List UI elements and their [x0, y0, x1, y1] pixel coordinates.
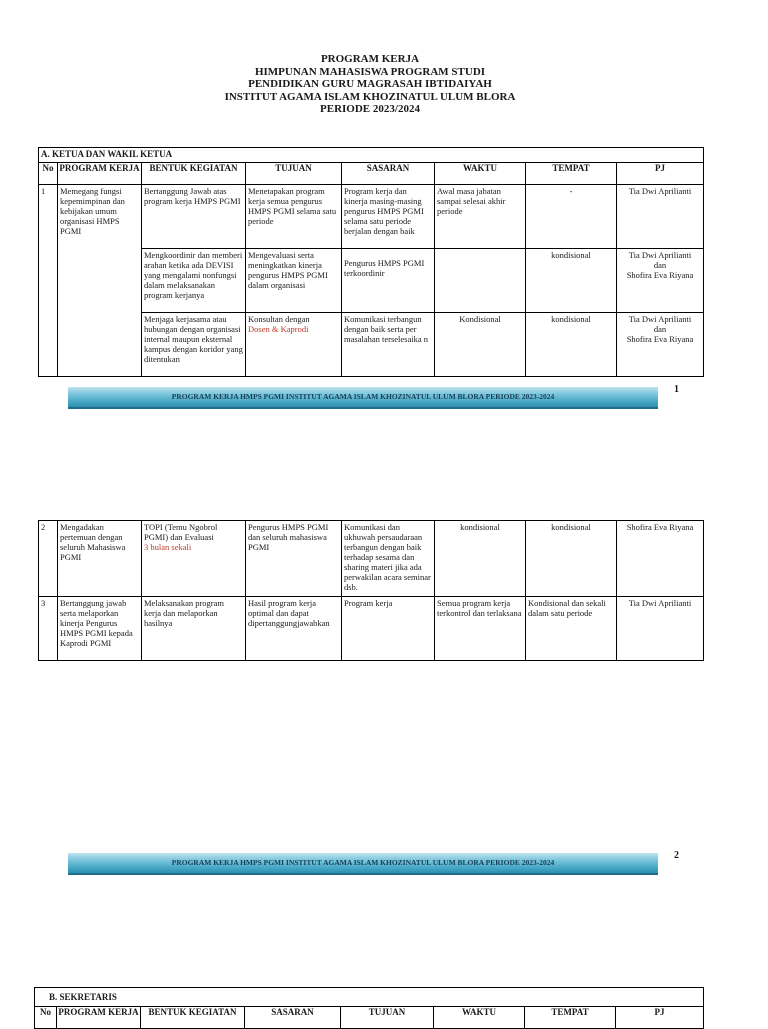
document-title — [0, 53, 740, 116]
waktu-cell: Kondisional — [435, 313, 526, 377]
title-line-2: HIMPUNAN MAHASISWA PROGRAM STUDI — [254, 65, 486, 78]
tempat-cell: kondisional — [526, 313, 617, 377]
bentuk-highlight: 3 bulan sekali — [144, 542, 192, 552]
sasaran-cell: Program kerja dan kinerja masing-masing pengurus HMPS PGMI selama satu periode berjalan dengan baik — [342, 185, 435, 249]
tujuan-cell — [246, 313, 342, 377]
col-header-pj: PJ — [617, 163, 704, 185]
section-a-table-continued — [38, 520, 704, 661]
waktu-cell: Semua program kerja terkontrol dan terlaksana — [435, 597, 526, 661]
col-header-no: No — [39, 163, 58, 185]
tujuan-cell: Pengurus HMPS PGMI dan seluruh mahasiswa PGMI — [246, 521, 342, 597]
waktu-cell: Awal masa jabatan sampai selesai akhir periode — [435, 185, 526, 249]
sasaran-cell: Program kerja — [342, 597, 435, 661]
page-number: 2 — [674, 850, 679, 861]
pj-name: Tia Dwi Aprilianti — [628, 314, 692, 324]
program-cell: Memegang fungsi kepemimpinan dan kebijakan umum organisasi HMPS PGMI — [58, 185, 142, 377]
title-line-3: PENDIDIKAN GURU MAGRASAH IBTIDAIYAH — [248, 78, 492, 90]
bentuk-cell: Menjaga kerjasama atau hubungan dengan organisasi internal maupun eksternal kampus dengan koridor yang ditentukan — [142, 313, 246, 377]
pj-conjunction: dan — [653, 324, 667, 334]
waktu-cell — [435, 249, 526, 313]
section-a-title: A. KETUA DAN WAKIL KETUA — [39, 148, 704, 163]
pj-name: Tia Dwi Aprilianti — [628, 250, 692, 260]
bentuk-text: TOPI (Temu Ngobrol PGMI) dan Evaluasi — [144, 522, 218, 542]
tempat-cell: kondisional — [526, 249, 617, 313]
section-b-header-row — [35, 1007, 704, 1029]
col-header-sasaran: SASARAN — [245, 1007, 341, 1029]
pj-name: Shofira Eva Riyana — [626, 334, 694, 344]
col-header-tempat: TEMPAT — [526, 163, 617, 185]
footer-banner: PROGRAM KERJA HMPS PGMI INSTITUT AGAMA ISLAM KHOZINATUL ULUM BLORA PERIODE 2023-2024 — [68, 853, 658, 875]
tempat-cell: - — [526, 185, 617, 249]
col-header-program: PROGRAM KERJA — [57, 1007, 141, 1029]
col-header-tujuan: TUJUAN — [341, 1007, 434, 1029]
pj-cell: Tia Dwi Aprilianti — [617, 185, 704, 249]
tujuan-cell: Hasil program kerja optimal dan dapat dipertanggungjawabkan — [246, 597, 342, 661]
sasaran-cell: Pengurus HMPS PGMI terkoordinir — [342, 249, 435, 313]
program-cell: Bertanggung jawab serta melaporkan kinerja Pengurus HMPS PGMI kepada Kaprodi PGMI — [58, 597, 142, 661]
tempat-cell: kondisional — [526, 521, 617, 597]
title-line-4: INSTITUT AGAMA ISLAM KHOZINATUL ULUM BLORA — [224, 90, 516, 103]
pj-cell — [617, 313, 704, 377]
sasaran-cell: Komunikasi dan ukhuwah persaudaraan terbangun dengan baik terhadap sesama dan sharing materi jika ada perwakilan acara seminar dsb. — [342, 521, 435, 597]
col-header-waktu: WAKTU — [434, 1007, 525, 1029]
table-row — [39, 597, 704, 661]
col-header-no: No — [35, 1007, 57, 1029]
tujuan-cell: Menetapakan program kerja semua pengurus HMPS PGMI selama satu periode — [246, 185, 342, 249]
section-a-table — [38, 147, 704, 377]
waktu-cell: kondisional — [435, 521, 526, 597]
section-a-header-row — [39, 163, 704, 185]
bentuk-cell: Melaksanakan program kerja dan melaporkan hasilnya — [142, 597, 246, 661]
col-header-pj: PJ — [616, 1007, 704, 1029]
table-row — [39, 521, 704, 597]
bentuk-cell: Bertanggung Jawab atas program kerja HMPS PGMI — [142, 185, 246, 249]
bentuk-cell — [142, 521, 246, 597]
col-header-tempat: TEMPAT — [525, 1007, 616, 1029]
col-header-program: PROGRAM KERJA — [58, 163, 142, 185]
tujuan-text: Konsultan dengan — [248, 314, 310, 324]
pj-conjunction: dan — [653, 260, 667, 270]
sasaran-cell: Komunikasi terbangun dengan baik serta per masalahan terselesaika n — [342, 313, 435, 377]
bentuk-cell: Mengkoordinir dan memberi arahan ketika ada DEVISI yang mengalami nonfungsi dalam melaksanakan program kerjanya — [142, 249, 246, 313]
row-number: 1 — [39, 185, 58, 377]
title-line-5: PERIODE 2023/2024 — [320, 103, 420, 115]
col-header-bentuk: BENTUK KEGIATAN — [142, 163, 246, 185]
tujuan-cell: Mengevaluasi serta meningkatkan kinerja pengurus HMPS PGMI dalam organisasi — [246, 249, 342, 313]
title-line-1: PROGRAM KERJA — [320, 53, 420, 65]
pj-cell: Shofira Eva Riyana — [617, 521, 704, 597]
footer-banner: PROGRAM KERJA HMPS PGMI INSTITUT AGAMA ISLAM KHOZINATUL ULUM BLORA PERIODE 2023-2024 — [68, 387, 658, 409]
row-number: 2 — [39, 521, 58, 597]
pj-name: Shofira Eva Riyana — [626, 270, 694, 280]
row-number: 3 — [39, 597, 58, 661]
pj-cell — [617, 249, 704, 313]
page-number: 1 — [674, 384, 679, 395]
section-b-title: B. SEKRETARIS — [35, 988, 704, 1007]
table-row — [39, 185, 704, 249]
pj-cell: Tia Dwi Aprilianti — [617, 597, 704, 661]
section-b-table — [34, 987, 704, 1029]
col-header-waktu: WAKTU — [435, 163, 526, 185]
col-header-tujuan: TUJUAN — [246, 163, 342, 185]
col-header-bentuk: BENTUK KEGIATAN — [141, 1007, 245, 1029]
program-cell: Mengadakan pertemuan dengan seluruh Mahasiswa PGMI — [58, 521, 142, 597]
tempat-cell: Kondisional dan sekali dalam satu periode — [526, 597, 617, 661]
tujuan-highlight: Dosen & Kaprodi — [248, 324, 309, 334]
col-header-sasaran: SASARAN — [342, 163, 435, 185]
